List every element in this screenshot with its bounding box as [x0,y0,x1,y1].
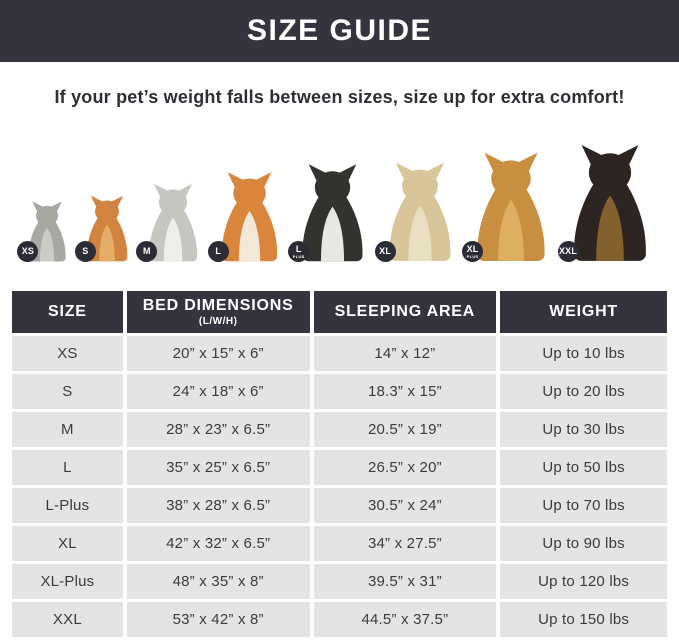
table-cell-sleeping: 39.5” x 31” [314,564,497,599]
table-cell-bed: 28” x 23” x 6.5” [127,412,310,447]
column-header-sleeping-area: SLEEPING AREA [314,291,497,333]
pet-figure-labrador [381,160,459,262]
header-bar [0,0,679,62]
table-cell-bed: 24” x 18” x 6” [127,374,310,409]
size-badge-xs: XS [17,241,38,262]
table-cell-bed: 48” x 35” x 8” [127,564,310,599]
pet-figure-pomeranian [81,194,133,262]
table-cell-size: M [12,412,123,447]
bed-dimensions-subheader: (L/W/H) [198,316,238,327]
pet-figure-shiba-inu [214,170,285,262]
column-header-bed-dimensions: BED DIMENSIONS (L/W/H) [127,291,310,333]
size-badge-l: L [208,241,229,262]
pet-figure-border-collie [294,162,371,262]
table-cell-weight: Up to 50 lbs [500,450,667,485]
column-header-weight: WEIGHT [500,291,667,333]
table-cell-bed: 20” x 15” x 6” [127,336,310,371]
table-cell-bed: 53” x 42” x 8” [127,602,310,637]
table-cell-weight: Up to 90 lbs [500,526,667,561]
column-header-size: SIZE [12,291,123,333]
table-cell-size: XL-Plus [12,564,123,599]
table-cell-size: XS [12,336,123,371]
pet-figure-french-bulldog [142,182,204,262]
table-cell-sleeping: 18.3” x 15” [314,374,497,409]
table-cell-weight: Up to 150 lbs [500,602,667,637]
table-cell-sleeping: 44.5” x 37.5” [314,602,497,637]
table-cell-sleeping: 20.5” x 19” [314,412,497,447]
size-badge-m: M [136,241,157,262]
table-cell-size: L-Plus [12,488,123,523]
size-badge-xl: XL [375,241,396,262]
size-badge-s: S [75,241,96,262]
table-cell-sleeping: 14” x 12” [314,336,497,371]
table-cell-weight: Up to 10 lbs [500,336,667,371]
table-cell-weight: Up to 120 lbs [500,564,667,599]
size-table [12,291,667,637]
table-cell-sleeping: 26.5” x 20” [314,450,497,485]
table-cell-weight: Up to 20 lbs [500,374,667,409]
pet-figure-cat [23,200,71,262]
pet-size-lineup [0,134,679,262]
subtitle-text: If your pet’s weight falls between sizes, size up for extra comfort! [54,87,625,107]
table-cell-sleeping: 34” x 27.5” [314,526,497,561]
page-title: SIZE GUIDE [246,14,433,47]
table-cell-weight: Up to 70 lbs [500,488,667,523]
table-cell-bed: 42” x 32” x 6.5” [127,526,310,561]
table-cell-sleeping: 30.5” x 24” [314,488,497,523]
pet-figure-golden-retriever [468,150,554,262]
size-badge-xl-plus: XL PLUS [462,241,483,262]
table-cell-size: XXL [12,602,123,637]
size-badge-xxl: XXL [558,241,579,262]
table-cell-bed: 35” x 25” x 6.5” [127,450,310,485]
table-cell-size: S [12,374,123,409]
table-cell-size: XL [12,526,123,561]
table-cell-size: L [12,450,123,485]
pet-figure-doberman [558,142,656,262]
table-cell-bed: 38” x 28” x 6.5” [127,488,310,523]
table-cell-weight: Up to 30 lbs [500,412,667,447]
doberman-icon [564,142,656,262]
size-badge-l-plus: L PLUS [288,241,309,262]
